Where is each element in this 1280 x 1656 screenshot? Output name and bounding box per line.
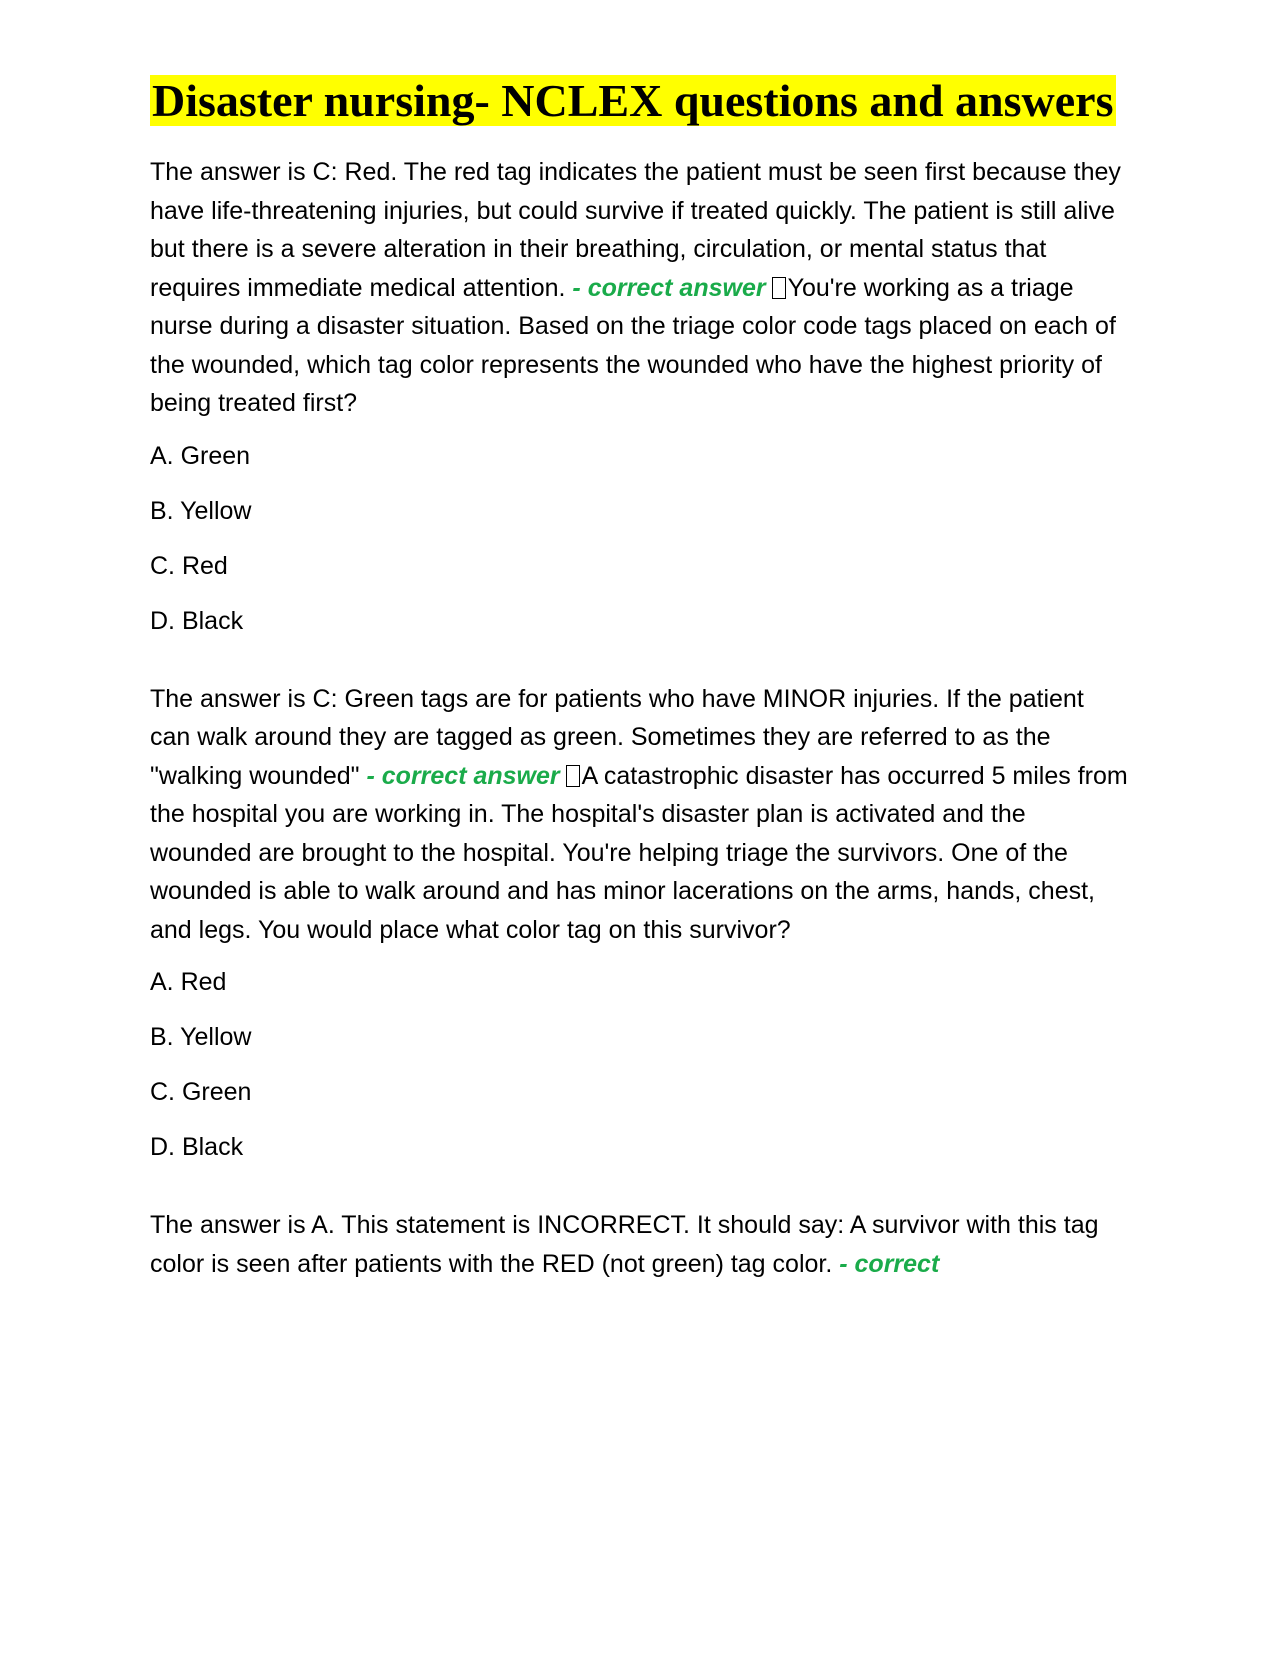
answer-text: The answer is C: Green tags are for patients who have MINOR injuries. If the patient can walk around they are tagged as green. Sometimes they are referred to as the "walking wounded" xyxy=(150,684,1084,790)
correct-answer-label: correct answer xyxy=(381,761,560,790)
question-text: A catastrophic disaster has occurred 5 miles from the hospital you are working in. The hospital's disaster plan is activated and the wounded are brought to the hospital. You're helping triage the survivors. One of the wounded is able to walk around and has minor lacerations on the arms, hands, chest, and legs. You would place what color tag on this survivor? xyxy=(150,761,1128,944)
option-item: B. Yellow xyxy=(150,1023,252,1051)
separator-dash: - xyxy=(359,761,382,790)
option-item: B. Yellow xyxy=(150,496,252,525)
question-block-1 xyxy=(150,153,1130,640)
question-block-2 xyxy=(150,680,1130,1167)
option-item: D. Black xyxy=(150,606,244,635)
answer-paragraph-2 xyxy=(150,680,1130,950)
missing-glyph-icon xyxy=(566,765,580,787)
option-item: D. Black xyxy=(150,1133,244,1161)
option-item: A. Green xyxy=(150,441,251,470)
option-item: C. Green xyxy=(150,1078,252,1106)
answer-text: The answer is C: Red. The red tag indicates the patient must be seen first because they have life-threatening injuries, but could survive if treated quickly. The patient is still alive but there is a severe alteration in their breathing, circulation, or mental status that requires immediate medical attention. xyxy=(150,158,1121,302)
separator-dash: - xyxy=(832,1249,855,1278)
option-item: C. Red xyxy=(150,551,228,580)
question-text: You're working as a triage nurse during a disaster situation. Based on the triage color code tags placed on each of the wounded, which tag color represents the wounded who have the highest priority of being treated first? xyxy=(150,273,1116,417)
correct-answer-label: correct xyxy=(854,1249,940,1278)
answer-paragraph-3 xyxy=(150,1206,1130,1283)
answer-paragraph-1 xyxy=(150,153,1130,423)
answer-text: The answer is A. This statement is INCORRECT. It should say: A survivor with this tag color is seen after patients with the RED (not green) tag color. xyxy=(150,1211,1099,1278)
separator-dash: - xyxy=(565,273,588,302)
document-page xyxy=(150,72,1130,1283)
option-item: A. Red xyxy=(150,968,227,996)
options-list-1 xyxy=(150,437,1130,640)
missing-glyph-icon xyxy=(772,277,786,299)
document-title xyxy=(150,72,1130,129)
correct-answer-label: correct answer xyxy=(587,273,766,302)
title-text: Disaster nursing- NCLEX questions and answers xyxy=(152,75,1114,126)
options-list-2 xyxy=(150,963,1130,1166)
